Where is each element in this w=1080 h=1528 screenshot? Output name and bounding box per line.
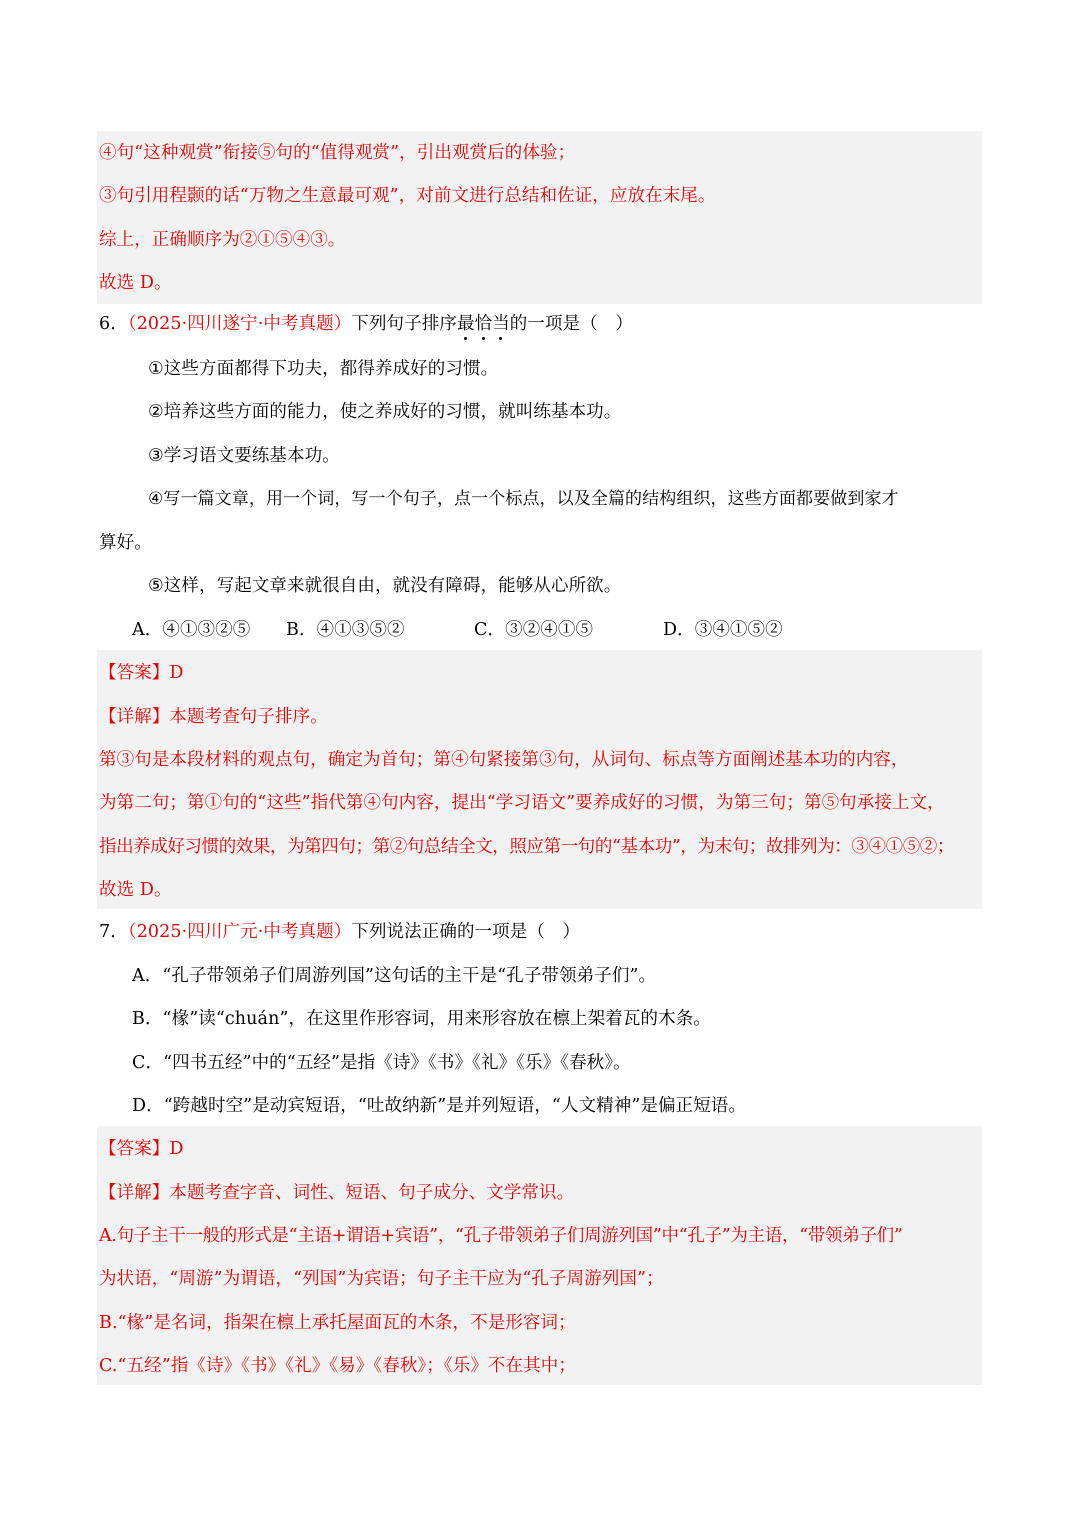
explanation-line: ③句引用程颢的话“万物之生意最可观”，对前文进行总结和佐证，应放在末尾。 [99, 186, 716, 206]
detail-line: 故选 D。 [99, 880, 172, 900]
option-c: C．③②④①⑤ [474, 620, 594, 640]
detail-line: C.“五经”指《诗》《书》《礼》《易》《春秋》；《乐》不在其中； [99, 1356, 576, 1376]
explanation-line: 故选 D。 [99, 273, 172, 293]
answer-block-q7 [97, 1126, 982, 1385]
option-d: D．“跨越时空”是动宾短语，“吐故纳新”是并列短语，“人文精神”是偏正短语。 [132, 1096, 747, 1116]
option-a: A．“孔子带领弟子们周游列国”这句话的主干是“孔子带领弟子们”。 [132, 966, 657, 986]
question-source: （2025·四川广元·中考真题） [127, 922, 352, 942]
option-b: B．④①③⑤② [286, 620, 405, 640]
option-a: A．④①③②⑤ [132, 620, 251, 640]
detail-title: 【详解】本题考查字音、词性、短语、句子成分、文学常识。 [99, 1183, 575, 1203]
option-c: C．“四书五经”中的“五经”是指《诗》《书》《礼》《乐》《春秋》。 [132, 1053, 631, 1073]
detail-line: 第③句是本段材料的观点句，确定为首句；第④句紧接第③句，从词句、标点等方面阐述基本功的内容， [99, 750, 909, 770]
question-number: 7． [99, 922, 128, 942]
question-stem-text: 的一项是（ ） [509, 314, 633, 334]
question-6-stem [99, 311, 633, 337]
emphasis-char: 恰 [474, 314, 493, 334]
question-7-stem [99, 919, 580, 945]
question-stem-text: 下列句子排序 [351, 314, 457, 334]
answer-label: 【答案】D [99, 663, 184, 683]
answer-label: 【答案】D [99, 1139, 184, 1159]
emphasis-char: 当 [492, 314, 510, 334]
answer-block-q6 [97, 650, 982, 909]
emphasis-char: 最 [456, 314, 475, 334]
question-source: （2025·四川遂宁·中考真题） [127, 314, 352, 334]
question-stem-text: 下列说法正确的一项是（ ） [351, 922, 581, 942]
passage-sentence: ①这些方面都得下功夫，都得养成好的习惯。 [148, 359, 499, 379]
explanation-line: ④句“这种观赏”衔接⑤句的“值得观赏”，引出观赏后的体验； [99, 143, 576, 163]
option-d: D．③④①⑤② [663, 620, 783, 640]
explanation-line: 综上，正确顺序为②①⑤④③。 [99, 230, 346, 250]
detail-title: 【详解】本题考查句子排序。 [99, 707, 328, 727]
passage-sentence: 算好。 [99, 533, 152, 553]
passage-sentence: ③学习语文要练基本功。 [148, 446, 340, 466]
detail-line: A.句子主干一般的形式是“主语+谓语+宾语”，“孔子带领弟子们周游列国”中“孔子”为主语，“带领弟子们” [99, 1226, 903, 1246]
question-number: 6． [99, 314, 128, 334]
detail-line: 指出养成好习惯的效果，为第四句；第②句总结全文，照应第一句的“基本功”，为末句；故排列为：③④①⑤②； [99, 837, 954, 857]
passage-sentence: ④写一篇文章，用一个词，写一个句子，点一个标点，以及全篇的结构组织，这些方面都要做到家才 [148, 489, 899, 509]
passage-sentence: ⑤这样，写起文章来就很自由，就没有障碍，能够从心所欲。 [148, 576, 622, 596]
option-b: B．“椽”读“chuán”，在这里作形容词，用来形容放在檩上架着瓦的木条。 [132, 1009, 711, 1029]
detail-line: 为第二句；第①句的“这些”指代第④句内容，提出“学习语文”要养成好的习惯，为第三句；第⑤句承接上文， [99, 793, 945, 813]
detail-line: 为状语，“周游”为谓语，“列国”为宾语；句子主干应为“孔子周游列国”； [99, 1269, 664, 1289]
passage-sentence: ②培养这些方面的能力，使之养成好的习惯，就叫练基本功。 [148, 402, 622, 422]
detail-line: B.“椽”是名词，指架在檩上承托屋面瓦的木条，不是形容词； [99, 1313, 576, 1333]
